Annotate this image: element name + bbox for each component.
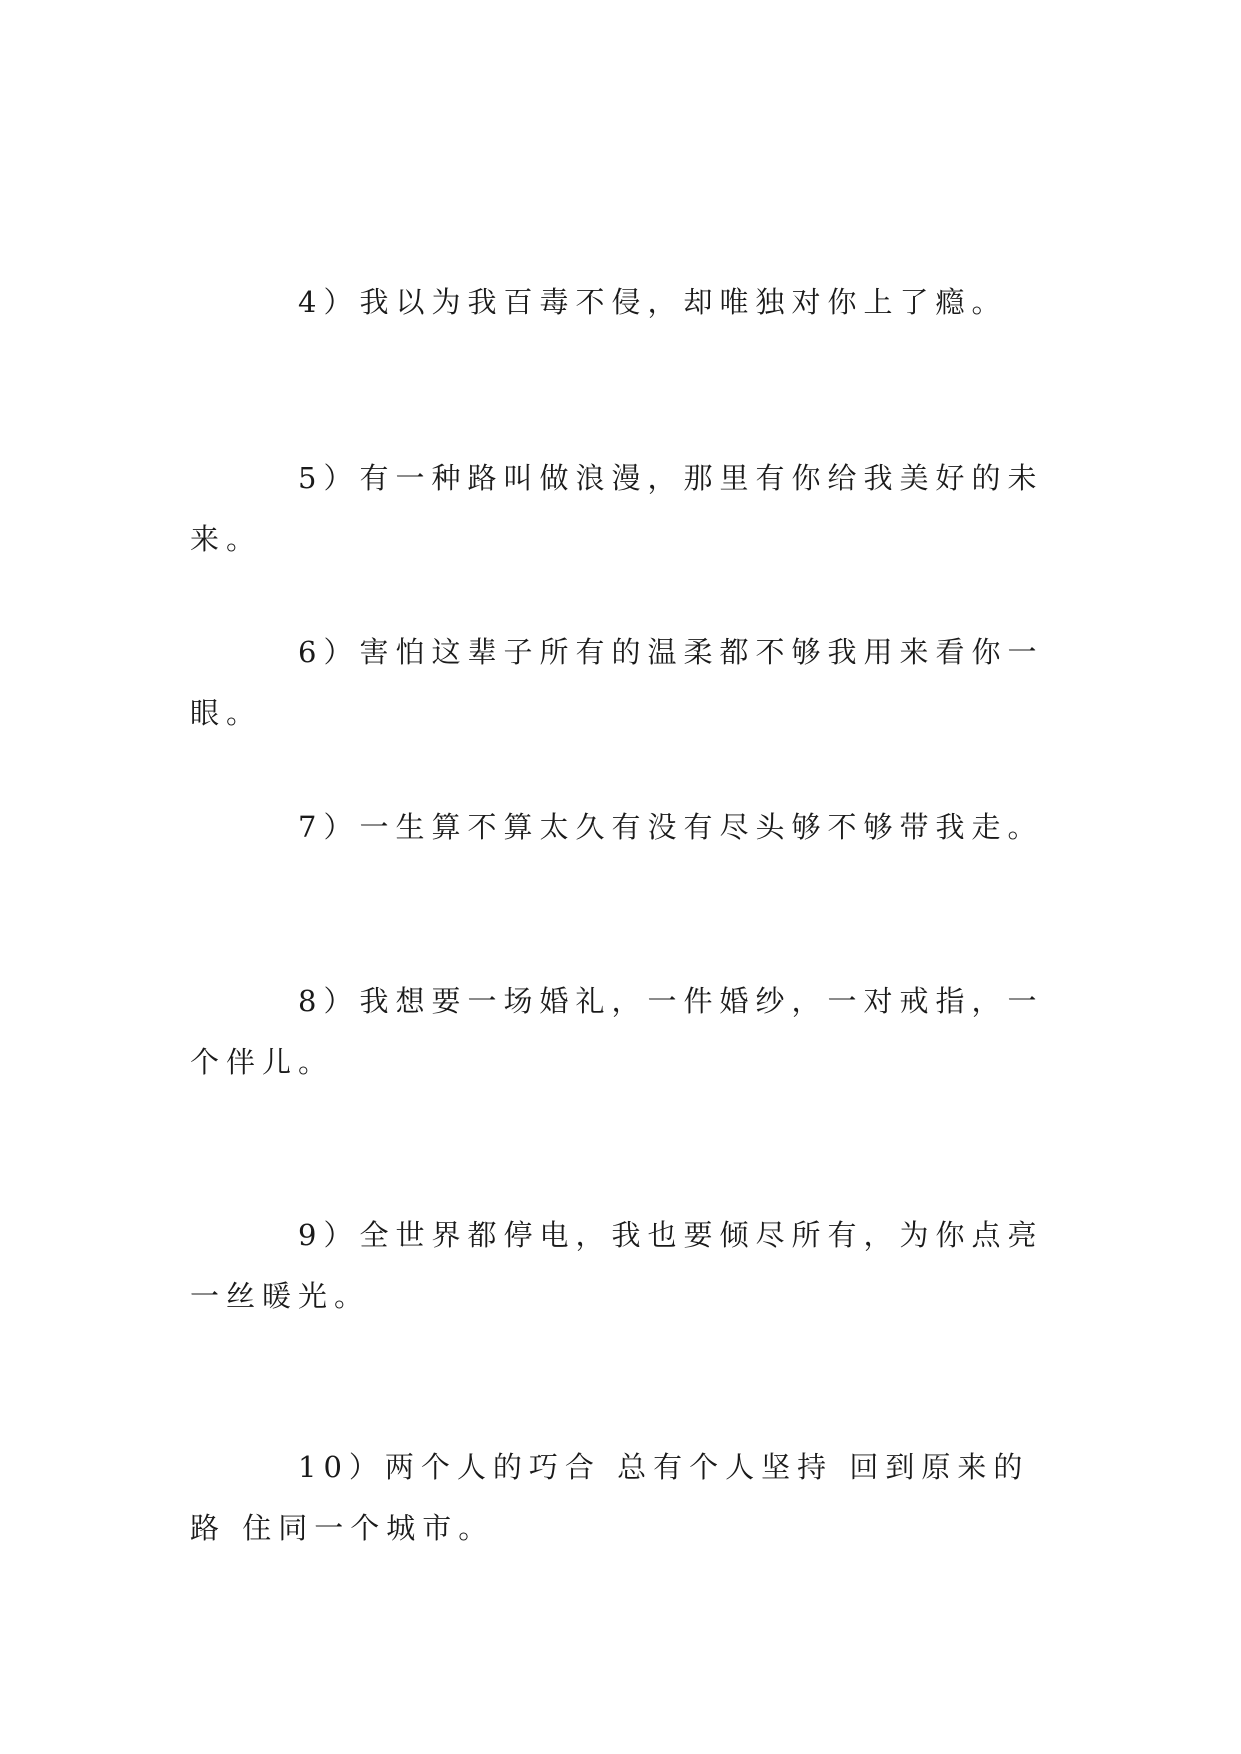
paragraph-5: 5）有一种路叫做浪漫，那里有你给我美好的未来。	[190, 461, 1044, 556]
paragraph-9: 9）全世界都停电，我也要倾尽所有，为你点亮一丝暖光。	[190, 1218, 1044, 1313]
paragraph-6: 6）害怕这辈子所有的温柔都不够我用来看你一眼。	[190, 635, 1044, 730]
paragraph-10: 10）两个人的巧合 总有个人坚持 回到原来的路 住同一个城市。	[190, 1450, 1030, 1545]
paragraph-4: 4）我以为我百毒不侵，却唯独对你上了瘾。	[298, 285, 1008, 319]
paragraph-8: 8）我想要一场婚礼，一件婚纱，一对戒指，一个伴儿。	[190, 984, 1044, 1079]
paragraph-7: 7）一生算不算太久有没有尽头够不够带我走。	[298, 810, 1044, 844]
